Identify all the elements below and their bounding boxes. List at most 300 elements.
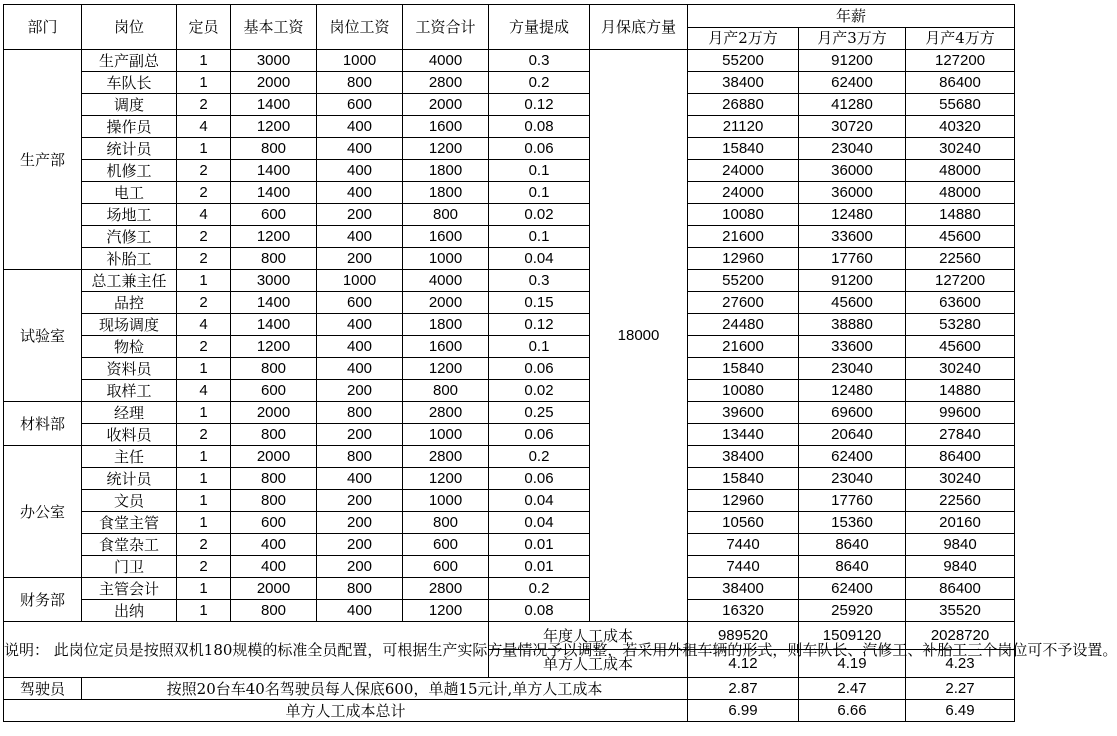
summary-row [4,622,1015,650]
value-cell: 30240 [906,468,1015,490]
value-cell: 10080 [688,380,799,402]
value-cell: 0.2 [489,446,590,468]
value-cell: 24000 [688,160,799,182]
value-cell: 400 [317,138,403,160]
header-monthly-min: 月保底方量 [590,5,688,50]
value-cell: 30240 [906,138,1015,160]
total-row [4,700,1015,722]
value-cell: 91200 [799,50,906,72]
value-cell: 55200 [688,270,799,292]
value-cell: 62400 [799,72,906,94]
value-cell: 86400 [906,578,1015,600]
value-cell: 2800 [403,446,489,468]
value-cell: 1400 [231,182,317,204]
value-cell: 2000 [403,94,489,116]
header-position: 岗位 [82,5,177,50]
header-annual-col: 月产4万方 [906,27,1015,50]
value-cell: 2000 [231,578,317,600]
position-cell: 门卫 [82,556,177,578]
value-cell: 800 [231,468,317,490]
position-cell: 食堂主管 [82,512,177,534]
value-cell: 1000 [403,424,489,446]
note-text: 说明： 此岗位定员是按照双机180规模的标准全员配置，可根据生产实际方量情况予以调整，若采用外租车辆的形式，则车队长、汽修工、补胎工三个岗位可不予设置。 [4,622,489,678]
value-cell: 400 [317,358,403,380]
value-cell: 800 [317,402,403,424]
value-cell: 3000 [231,270,317,292]
unit-total-value: 6.49 [906,700,1015,722]
value-cell: 0.1 [489,160,590,182]
value-cell: 2800 [403,72,489,94]
value-cell: 7440 [688,556,799,578]
value-cell: 1000 [403,490,489,512]
monthly-min-cell: 18000 [590,50,688,622]
position-cell: 文员 [82,490,177,512]
value-cell: 25920 [799,600,906,622]
position-cell: 汽修工 [82,226,177,248]
value-cell: 0.01 [489,534,590,556]
value-cell: 0.04 [489,512,590,534]
unit-cost-value: 4.12 [688,650,799,678]
header-post-wage: 岗位工资 [317,5,403,50]
header-wage-total: 工资合计 [403,5,489,50]
value-cell: 10560 [688,512,799,534]
value-cell: 15840 [688,138,799,160]
value-cell: 48000 [906,160,1015,182]
value-cell: 12480 [799,204,906,226]
table-row [4,50,1015,72]
value-cell: 55680 [906,94,1015,116]
value-cell: 400 [317,160,403,182]
position-cell: 总工兼主任 [82,270,177,292]
value-cell: 39600 [688,402,799,424]
table-row [4,512,1015,534]
header-dept: 部门 [4,5,82,50]
value-cell: 30240 [906,358,1015,380]
position-cell: 品控 [82,292,177,314]
value-cell: 0.02 [489,204,590,226]
value-cell: 0.08 [489,600,590,622]
table-row [4,402,1015,424]
value-cell: 91200 [799,270,906,292]
value-cell: 127200 [906,50,1015,72]
value-cell: 15840 [688,468,799,490]
value-cell: 17760 [799,248,906,270]
value-cell: 1 [177,50,231,72]
value-cell: 21120 [688,116,799,138]
value-cell: 62400 [799,446,906,468]
position-cell: 机修工 [82,160,177,182]
value-cell: 600 [403,534,489,556]
value-cell: 400 [231,556,317,578]
header-annual-col: 月产2万方 [688,27,799,50]
value-cell: 2800 [403,402,489,424]
value-cell: 1 [177,72,231,94]
value-cell: 22560 [906,490,1015,512]
value-cell: 1 [177,402,231,424]
value-cell: 36000 [799,160,906,182]
value-cell: 45600 [906,336,1015,358]
annual-cost-value: 989520 [688,622,799,650]
value-cell: 200 [317,204,403,226]
value-cell: 600 [403,556,489,578]
table-row [4,314,1015,336]
value-cell: 0.06 [489,424,590,446]
value-cell: 2 [177,226,231,248]
value-cell: 63600 [906,292,1015,314]
value-cell: 0.3 [489,270,590,292]
value-cell: 0.01 [489,556,590,578]
position-cell: 资料员 [82,358,177,380]
table-row [4,204,1015,226]
value-cell: 0.1 [489,336,590,358]
value-cell: 0.04 [489,490,590,512]
value-cell: 400 [317,600,403,622]
value-cell: 20160 [906,512,1015,534]
value-cell: 1800 [403,314,489,336]
value-cell: 2000 [231,446,317,468]
value-cell: 8640 [799,556,906,578]
value-cell: 8640 [799,534,906,556]
position-cell: 统计员 [82,468,177,490]
value-cell: 12480 [799,380,906,402]
value-cell: 1600 [403,336,489,358]
value-cell: 400 [317,336,403,358]
value-cell: 1600 [403,116,489,138]
value-cell: 4000 [403,270,489,292]
value-cell: 1200 [231,226,317,248]
header-headcount: 定员 [177,5,231,50]
value-cell: 200 [317,248,403,270]
value-cell: 45600 [799,292,906,314]
position-cell: 取样工 [82,380,177,402]
dept-cell: 试验室 [4,270,82,402]
dept-cell: 办公室 [4,446,82,578]
position-cell: 食堂杂工 [82,534,177,556]
value-cell: 1200 [403,358,489,380]
value-cell: 800 [317,578,403,600]
value-cell: 2000 [231,402,317,424]
value-cell: 9840 [906,556,1015,578]
position-cell: 出纳 [82,600,177,622]
value-cell: 200 [317,380,403,402]
value-cell: 15360 [799,512,906,534]
value-cell: 33600 [799,336,906,358]
value-cell: 2000 [403,292,489,314]
position-cell: 收料员 [82,424,177,446]
value-cell: 22560 [906,248,1015,270]
value-cell: 35520 [906,600,1015,622]
value-cell: 1 [177,270,231,292]
value-cell: 800 [317,72,403,94]
table-row [4,446,1015,468]
value-cell: 0.1 [489,182,590,204]
value-cell: 1 [177,446,231,468]
table-row [4,270,1015,292]
unit-cost-value: 4.23 [906,650,1015,678]
value-cell: 0.08 [489,116,590,138]
value-cell: 33600 [799,226,906,248]
position-cell: 经理 [82,402,177,424]
value-cell: 2 [177,248,231,270]
value-cell: 1200 [231,116,317,138]
value-cell: 2 [177,336,231,358]
value-cell: 127200 [906,270,1015,292]
annual-cost-label: 年度人工成本 [489,622,688,650]
value-cell: 1 [177,490,231,512]
value-cell: 36000 [799,182,906,204]
value-cell: 0.02 [489,380,590,402]
value-cell: 17760 [799,490,906,512]
value-cell: 800 [231,600,317,622]
value-cell: 15840 [688,358,799,380]
dept-cell: 生产部 [4,50,82,270]
table-row [4,490,1015,512]
value-cell: 55200 [688,50,799,72]
value-cell: 800 [231,424,317,446]
value-cell: 400 [231,534,317,556]
value-cell: 1800 [403,160,489,182]
value-cell: 1400 [231,160,317,182]
value-cell: 400 [317,116,403,138]
value-cell: 4 [177,116,231,138]
header-annual-col: 月产3万方 [799,27,906,50]
value-cell: 400 [317,226,403,248]
value-cell: 27840 [906,424,1015,446]
table-row [4,94,1015,116]
value-cell: 2 [177,424,231,446]
value-cell: 62400 [799,578,906,600]
value-cell: 1400 [231,94,317,116]
table-row [4,534,1015,556]
driver-row [4,678,1015,700]
driver-value: 2.27 [906,678,1015,700]
value-cell: 200 [317,512,403,534]
position-cell: 车队长 [82,72,177,94]
value-cell: 1 [177,512,231,534]
position-cell: 主管会计 [82,578,177,600]
value-cell: 800 [231,248,317,270]
value-cell: 1 [177,138,231,160]
value-cell: 0.06 [489,358,590,380]
value-cell: 86400 [906,446,1015,468]
value-cell: 800 [403,204,489,226]
value-cell: 30720 [799,116,906,138]
value-cell: 600 [231,380,317,402]
value-cell: 21600 [688,226,799,248]
value-cell: 2000 [231,72,317,94]
value-cell: 27600 [688,292,799,314]
value-cell: 200 [317,424,403,446]
table-row [4,358,1015,380]
table-row [4,336,1015,358]
value-cell: 40320 [906,116,1015,138]
value-cell: 0.06 [489,468,590,490]
value-cell: 4 [177,314,231,336]
table-row [4,424,1015,446]
value-cell: 1200 [231,336,317,358]
dept-cell: 材料部 [4,402,82,446]
value-cell: 3000 [231,50,317,72]
table-row [4,578,1015,600]
value-cell: 0.2 [489,578,590,600]
value-cell: 1200 [403,600,489,622]
value-cell: 1 [177,578,231,600]
value-cell: 24000 [688,182,799,204]
annual-cost-value: 1509120 [799,622,906,650]
value-cell: 1200 [403,468,489,490]
value-cell: 16320 [688,600,799,622]
value-cell: 0.25 [489,402,590,424]
value-cell: 38400 [688,446,799,468]
table-row [4,138,1015,160]
value-cell: 21600 [688,336,799,358]
value-cell: 800 [317,446,403,468]
value-cell: 800 [231,138,317,160]
table-row [4,292,1015,314]
value-cell: 1000 [317,50,403,72]
value-cell: 0.06 [489,138,590,160]
value-cell: 14880 [906,380,1015,402]
value-cell: 2 [177,94,231,116]
value-cell: 99600 [906,402,1015,424]
table-row [4,72,1015,94]
value-cell: 86400 [906,72,1015,94]
table-row [4,182,1015,204]
value-cell: 0.12 [489,314,590,336]
value-cell: 1400 [231,314,317,336]
value-cell: 53280 [906,314,1015,336]
value-cell: 12960 [688,490,799,512]
value-cell: 26880 [688,94,799,116]
position-cell: 物检 [82,336,177,358]
value-cell: 0.15 [489,292,590,314]
value-cell: 1800 [403,182,489,204]
value-cell: 0.2 [489,72,590,94]
value-cell: 2 [177,182,231,204]
driver-desc: 按照20台车40名驾驶员每人保底600，单趟15元计,单方人工成本 [82,678,688,700]
value-cell: 1400 [231,292,317,314]
position-cell: 操作员 [82,116,177,138]
table-row [4,556,1015,578]
salary-table [3,4,1117,722]
value-cell: 4 [177,380,231,402]
position-cell: 统计员 [82,138,177,160]
position-cell: 场地工 [82,204,177,226]
value-cell: 800 [231,490,317,512]
value-cell: 1000 [317,270,403,292]
table-row [4,116,1015,138]
value-cell: 38400 [688,578,799,600]
position-cell: 主任 [82,446,177,468]
header-base-wage: 基本工资 [231,5,317,50]
value-cell: 20640 [799,424,906,446]
value-cell: 38880 [799,314,906,336]
position-cell: 调度 [82,94,177,116]
value-cell: 1 [177,468,231,490]
value-cell: 23040 [799,358,906,380]
value-cell: 800 [403,380,489,402]
unit-total-value: 6.66 [799,700,906,722]
annual-cost-value: 2028720 [906,622,1015,650]
driver-value: 2.87 [688,678,799,700]
value-cell: 800 [231,358,317,380]
position-cell: 现场调度 [82,314,177,336]
value-cell: 7440 [688,534,799,556]
value-cell: 2 [177,292,231,314]
position-cell: 生产副总 [82,50,177,72]
position-cell: 电工 [82,182,177,204]
value-cell: 200 [317,534,403,556]
value-cell: 2 [177,534,231,556]
value-cell: 1 [177,600,231,622]
header-annual: 年薪 [688,5,1015,28]
value-cell: 600 [317,94,403,116]
value-cell: 2800 [403,578,489,600]
value-cell: 4000 [403,50,489,72]
value-cell: 0.1 [489,226,590,248]
value-cell: 400 [317,314,403,336]
value-cell: 10080 [688,204,799,226]
dept-cell: 财务部 [4,578,82,622]
value-cell: 48000 [906,182,1015,204]
value-cell: 9840 [906,534,1015,556]
value-cell: 0.04 [489,248,590,270]
value-cell: 600 [231,512,317,534]
value-cell: 600 [231,204,317,226]
table-row [4,226,1015,248]
header-commission: 方量提成 [489,5,590,50]
value-cell: 1600 [403,226,489,248]
value-cell: 1200 [403,138,489,160]
driver-value: 2.47 [799,678,906,700]
value-cell: 69600 [799,402,906,424]
value-cell: 23040 [799,138,906,160]
value-cell: 4 [177,204,231,226]
value-cell: 400 [317,468,403,490]
table-row [4,468,1015,490]
value-cell: 600 [317,292,403,314]
unit-cost-label: 单方人工成本 [489,650,688,678]
value-cell: 2 [177,160,231,182]
unit-total-value: 6.99 [688,700,799,722]
unit-cost-value: 4.19 [799,650,906,678]
value-cell: 2 [177,556,231,578]
value-cell: 400 [317,182,403,204]
value-cell: 23040 [799,468,906,490]
table-row [4,248,1015,270]
table-row [4,160,1015,182]
value-cell: 38400 [688,72,799,94]
value-cell: 0.3 [489,50,590,72]
value-cell: 13440 [688,424,799,446]
value-cell: 12960 [688,248,799,270]
table-row [4,380,1015,402]
value-cell: 200 [317,490,403,512]
value-cell: 45600 [906,226,1015,248]
position-cell: 补胎工 [82,248,177,270]
value-cell: 24480 [688,314,799,336]
value-cell: 14880 [906,204,1015,226]
value-cell: 1000 [403,248,489,270]
value-cell: 800 [403,512,489,534]
value-cell: 0.12 [489,94,590,116]
value-cell: 1 [177,358,231,380]
table-row [4,600,1015,622]
unit-total-label: 单方人工成本总计 [4,700,688,722]
driver-label: 驾驶员 [4,678,82,700]
value-cell: 41280 [799,94,906,116]
value-cell: 200 [317,556,403,578]
